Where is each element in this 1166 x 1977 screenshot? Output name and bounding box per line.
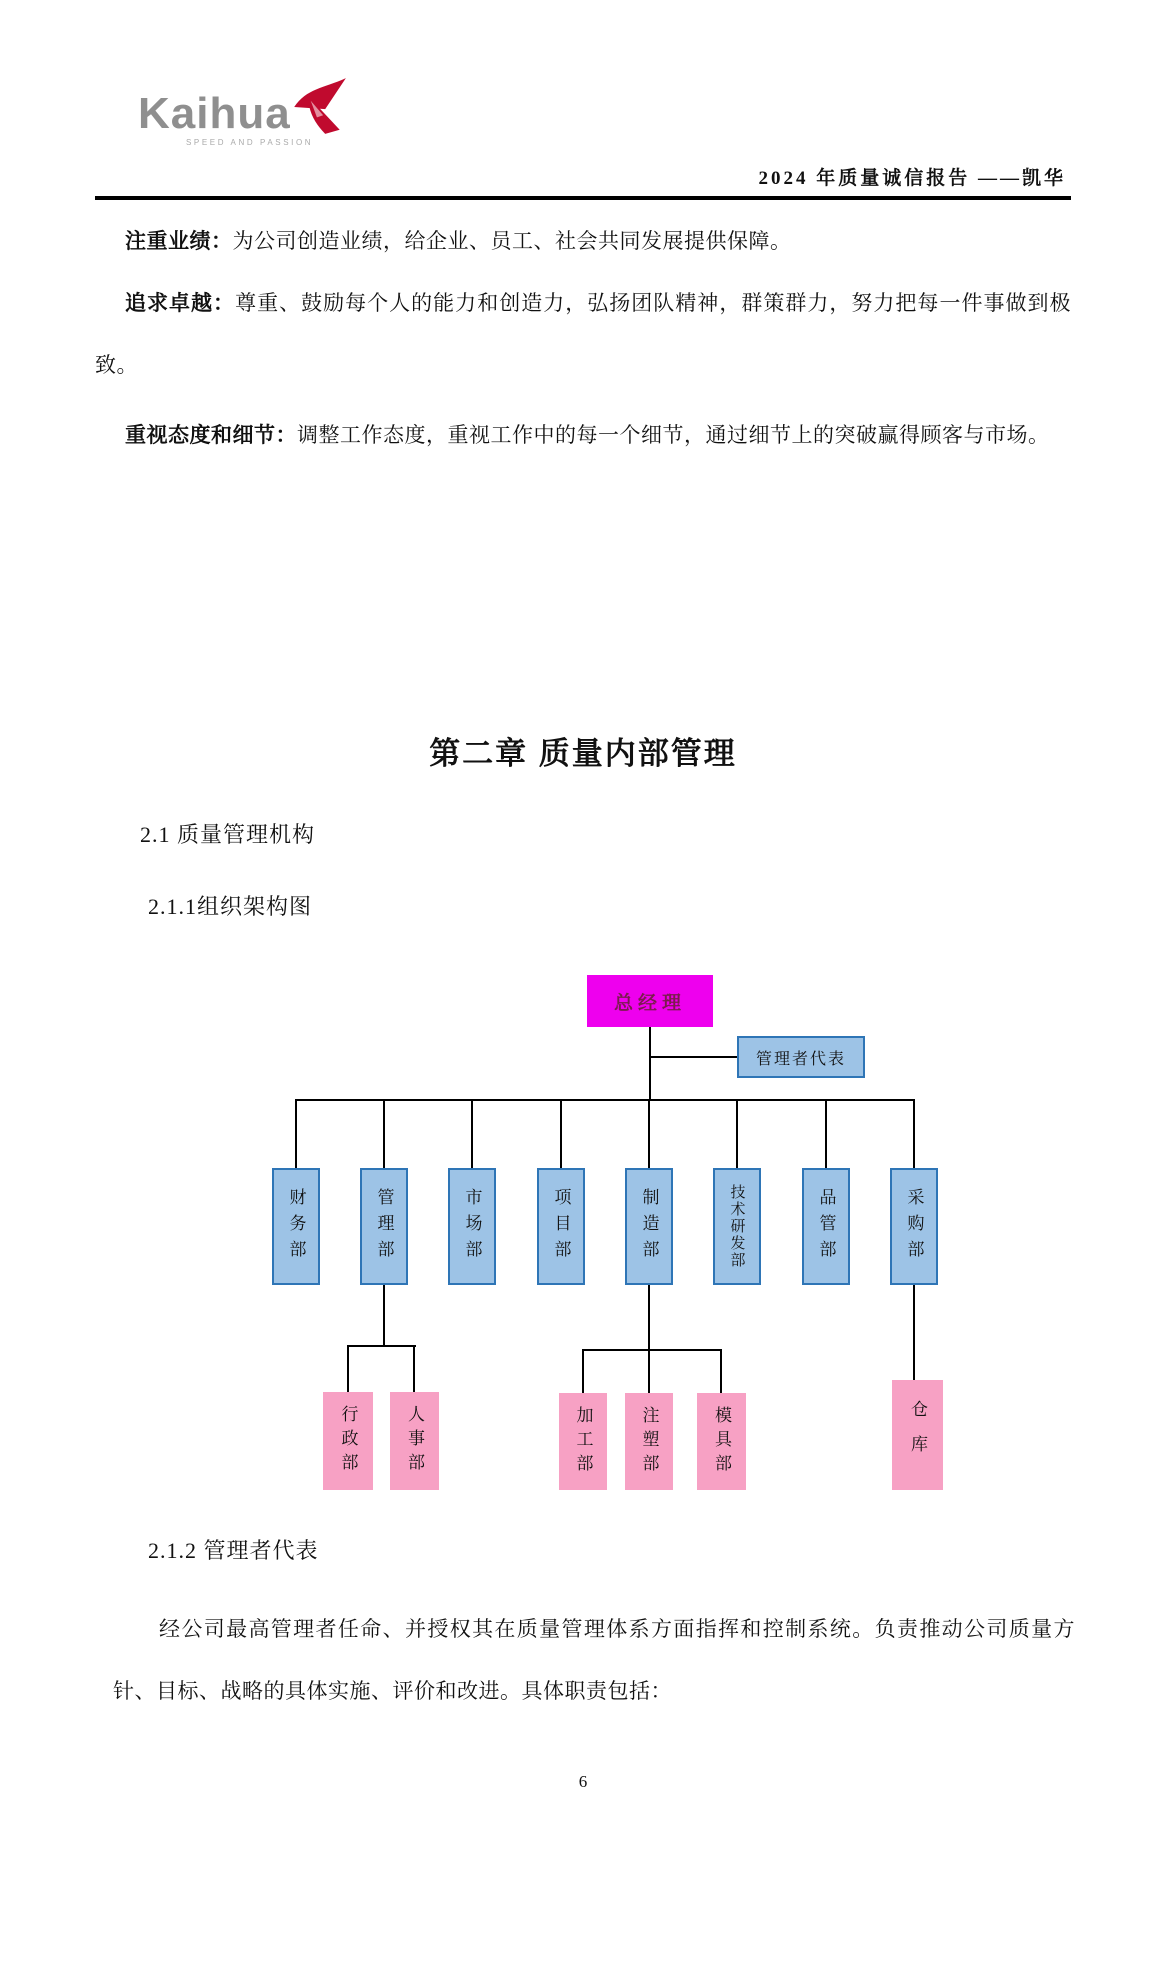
paragraph-body: 尊重、鼓励每个人的能力和创造力，弘扬团队精神，群策群力，努力把每一件事做到极致。 bbox=[95, 291, 1071, 377]
org-node-quality-dept: 品管部 bbox=[802, 1168, 850, 1285]
page-number: 6 bbox=[578, 1772, 588, 1791]
org-node-warehouse: 仓库 bbox=[892, 1380, 943, 1490]
org-node-management-representative: 管理者代表 bbox=[737, 1036, 865, 1078]
org-node-injection-dept: 注塑部 bbox=[625, 1393, 673, 1490]
paragraph-excellence bbox=[95, 272, 1071, 396]
connector-line bbox=[649, 1027, 651, 1100]
org-node-machining-dept: 加工部 bbox=[559, 1393, 607, 1490]
org-node-purchasing-dept: 采购部 bbox=[890, 1168, 938, 1285]
section-2-1-2-heading: 2.1.2 管理者代表 bbox=[148, 1538, 319, 1563]
connector-line bbox=[383, 1100, 385, 1168]
header-title: 2024 年质量诚信报告 ——凯华 bbox=[758, 168, 1066, 189]
org-node-general-manager: 总经理 bbox=[587, 975, 713, 1027]
org-node-admin-dept: 行政部 bbox=[323, 1392, 373, 1490]
company-logo bbox=[138, 89, 358, 177]
section-2-1-1-heading: 2.1.1组织架构图 bbox=[148, 894, 313, 919]
connector-line bbox=[383, 1285, 385, 1346]
connector-line bbox=[736, 1100, 738, 1168]
connector-line bbox=[582, 1350, 584, 1393]
connector-line bbox=[295, 1099, 915, 1101]
connector-line bbox=[648, 1100, 650, 1168]
org-node-management-dept: 管理部 bbox=[360, 1168, 408, 1285]
org-node-market-dept: 市场部 bbox=[448, 1168, 496, 1285]
connector-line bbox=[560, 1100, 562, 1168]
connector-line bbox=[913, 1285, 915, 1380]
paragraph-lead: 追求卓越： bbox=[125, 291, 236, 315]
connector-line bbox=[720, 1350, 722, 1393]
connector-line bbox=[648, 1285, 650, 1350]
org-node-hr-dept: 人事部 bbox=[390, 1392, 439, 1490]
connector-line bbox=[582, 1349, 722, 1351]
connector-line bbox=[413, 1346, 415, 1392]
org-node-finance-dept: 财务部 bbox=[272, 1168, 320, 1285]
paragraph-body: 调整工作态度，重视工作中的每一个细节，通过细节上的突破赢得顾客与市场。 bbox=[297, 423, 1050, 447]
connector-line bbox=[347, 1346, 349, 1392]
logo-brand-text: Kaihua bbox=[138, 89, 291, 138]
connector-line bbox=[347, 1345, 416, 1347]
connector-line bbox=[295, 1100, 297, 1168]
section-2-1-heading: 2.1 质量管理机构 bbox=[140, 822, 316, 847]
org-node-tech-rd-dept: 技术研发部 bbox=[713, 1168, 761, 1285]
connector-line bbox=[913, 1100, 915, 1168]
paragraph-lead: 重视态度和细节： bbox=[125, 423, 297, 447]
paragraph-performance bbox=[95, 210, 1071, 272]
header-rule bbox=[95, 196, 1071, 200]
bird-icon bbox=[288, 74, 350, 140]
logo-tagline: SPEED AND PASSION bbox=[186, 138, 314, 147]
connector-line bbox=[825, 1100, 827, 1168]
org-node-manufacturing-dept: 制造部 bbox=[625, 1168, 673, 1285]
paragraph-body: 为公司创造业绩，给企业、员工、社会共同发展提供保障。 bbox=[232, 229, 792, 253]
connector-line bbox=[471, 1100, 473, 1168]
org-node-project-dept: 项目部 bbox=[537, 1168, 585, 1285]
connector-line bbox=[650, 1056, 737, 1058]
org-node-mold-dept: 模具部 bbox=[697, 1393, 746, 1490]
paragraph-attitude bbox=[95, 404, 1071, 466]
paragraph-lead: 注重业绩： bbox=[125, 229, 233, 253]
rep-paragraph: 经公司最高管理者任命、并授权其在质量管理体系方面指挥和控制系统。负责推动公司质量方针、目标、战略的具体实施、评价和改进。具体职责包括： bbox=[113, 1617, 1075, 1703]
chapter-title: 第二章 质量内部管理 bbox=[429, 736, 737, 771]
connector-line bbox=[648, 1350, 650, 1393]
